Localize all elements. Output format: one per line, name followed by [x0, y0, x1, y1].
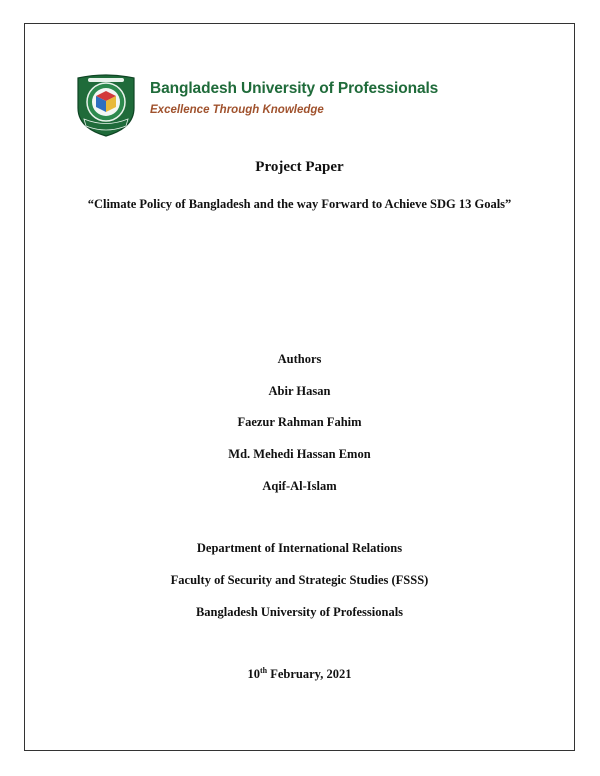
- university-logo: [74, 72, 439, 142]
- author-name: Faezur Rahman Fahim: [237, 415, 362, 429]
- author-name: Abir Hasan: [268, 384, 331, 398]
- date-month-year: February, 2021: [267, 667, 352, 681]
- university-name: Bangladesh University of Professionals: [150, 80, 439, 97]
- faculty-name: Faculty of Security and Strategic Studies (FSSS): [170, 573, 429, 587]
- date-day: 10: [247, 667, 260, 681]
- document-title: “Climate Policy of Bangladesh and the way Forward to Achieve SDG 13 Goals”: [87, 197, 512, 211]
- submission-date: [24, 667, 575, 682]
- date-ordinal-suffix: th: [260, 665, 268, 675]
- department-name: Department of International Relations: [196, 541, 403, 555]
- institution-name: Bangladesh University of Professionals: [195, 605, 404, 619]
- author-name: Md. Mehedi Hassan Emon: [228, 447, 371, 461]
- author-name: Aqif-Al-Islam: [262, 479, 337, 493]
- bup-shield-emblem-icon: [74, 72, 138, 138]
- document-type: Project Paper: [255, 159, 344, 175]
- authors-heading: Authors: [277, 352, 322, 366]
- university-tagline: Excellence Through Knowledge: [150, 104, 324, 116]
